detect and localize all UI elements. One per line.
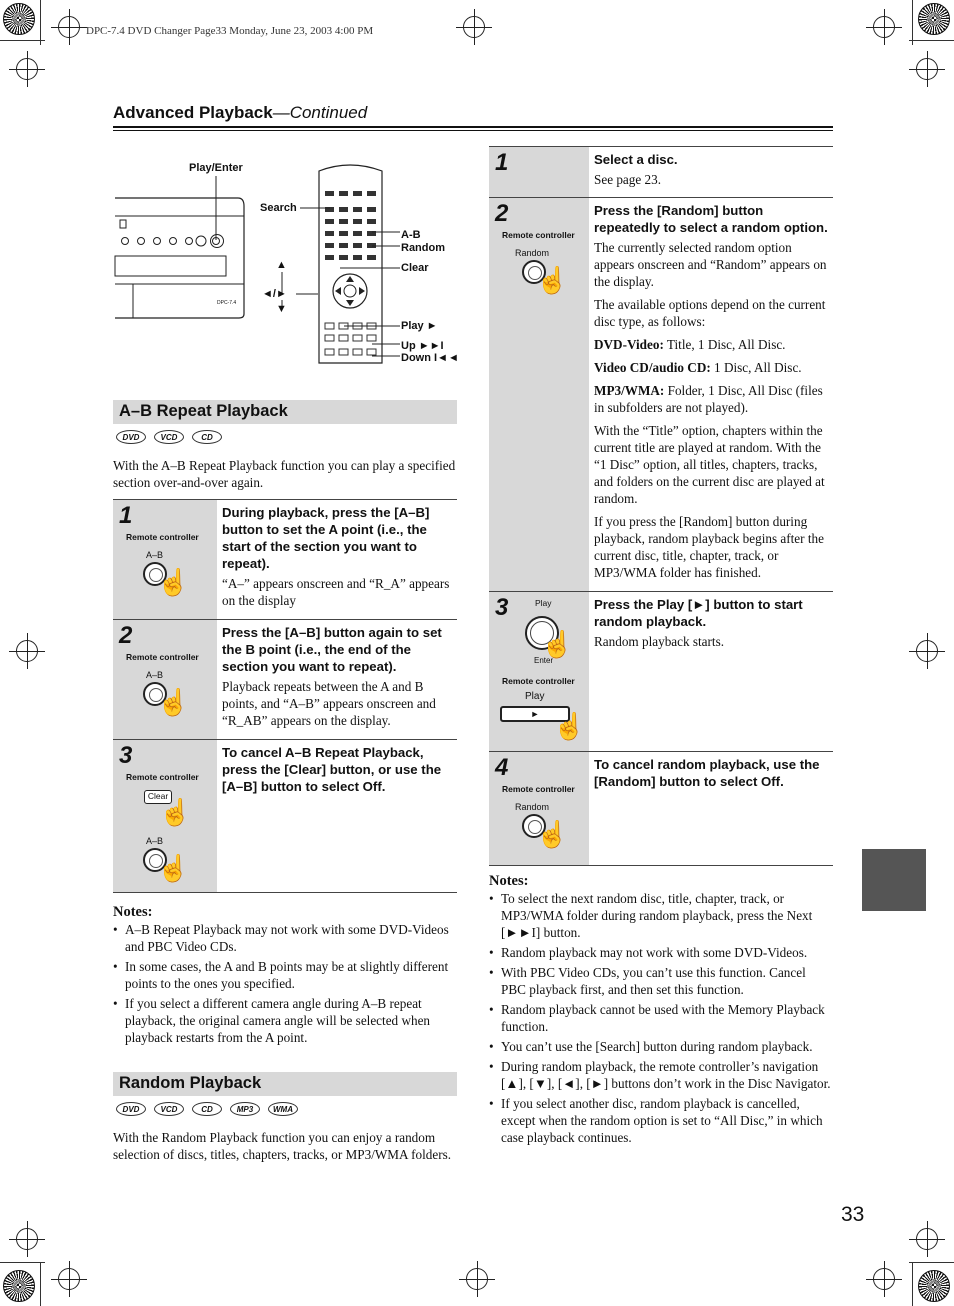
- disc-icon-mp3: MP3: [230, 1102, 260, 1116]
- step-heading: Press the Play [►] button to start random playback.: [594, 597, 803, 629]
- crop-mark: [40, 1262, 41, 1306]
- ab-button-label: A–B: [146, 550, 164, 560]
- step-number: 1: [119, 502, 133, 529]
- step-heading: To cancel random playback, use the [Random] button to select Off.: [594, 757, 820, 789]
- step-number: 2: [119, 622, 133, 649]
- remote-controller-label: Remote controller: [126, 772, 199, 782]
- step-paragraph: The available options depend on the current disc type, as follows:: [594, 297, 826, 329]
- step-paragraph: The currently selected random option appears onscreen and “Random” appears on the display.: [594, 240, 827, 289]
- callout-random: Random: [401, 242, 445, 254]
- option-text: 1 Disc, All Disc.: [710, 360, 802, 375]
- step-body: “A–” appears onscreen and “R_A” appears on the display: [222, 576, 450, 608]
- clear-button: Clear: [144, 790, 172, 804]
- note-item: • A–B Repeat Playback may not work with some DVD-Videos and PBC Video CDs.: [113, 921, 457, 955]
- step-number: 3: [119, 742, 133, 769]
- notes-heading: Notes:: [489, 873, 529, 889]
- crosshair-mark: [16, 640, 38, 662]
- ab-intro-text: With the A–B Repeat Playback function you can play a specified section over-and-over again.: [113, 458, 456, 490]
- callout-ab: A-B: [401, 229, 421, 241]
- callout-down: Down I◄◄: [401, 352, 459, 364]
- random-step-2-illustration: [489, 198, 589, 591]
- note-item: • Random playback cannot be used with the Memory Playback function.: [489, 1001, 833, 1035]
- step-number: 3: [495, 594, 509, 621]
- note-item: • With PBC Video CDs, you can’t use this function. Cancel PBC playback first, and then set this function.: [489, 964, 833, 998]
- ab-step-1: [113, 499, 457, 619]
- print-info-line: DPC-7.4 DVD Changer Page33 Monday, June 23, 2003 4:00 PM: [86, 25, 374, 37]
- ab-step-3: [113, 739, 457, 893]
- notes-heading: Notes:: [113, 904, 153, 920]
- crosshair-mark: [873, 16, 895, 38]
- random-step-1-illustration: [489, 147, 589, 197]
- option-dvd-video: [594, 336, 829, 353]
- ab-button-label: A–B: [146, 836, 164, 846]
- page-title-suffix: —Continued: [272, 103, 368, 122]
- note-item: • You can’t use the [Search] button during random playback.: [489, 1038, 833, 1055]
- pointing-hand-icon: ☝: [157, 854, 190, 883]
- crosshair-mark: [58, 1268, 80, 1290]
- ab-step-2: [113, 619, 457, 739]
- note-item: • In some cases, the A and B points may be at slightly different points to the ones you specified.: [113, 958, 457, 992]
- page-title-main: Advanced Playback: [113, 103, 273, 122]
- registration-burst-top-right: [918, 3, 950, 35]
- disc-icons-ab: [116, 430, 222, 444]
- ab-step-2-illustration: [113, 620, 217, 739]
- section-title-random: Random Playback: [113, 1072, 457, 1096]
- callout-play: Play ►: [401, 320, 438, 332]
- pointing-hand-icon: ☝: [541, 630, 574, 659]
- option-label: DVD-Video:: [594, 337, 664, 352]
- remote-controller-label: Remote controller: [126, 532, 199, 542]
- step-body: [594, 239, 829, 581]
- note-item: • During random playback, the remote controller’s navigation [▲], [▼], [◄], [►] buttons don’t work in the Disc Navigator.: [489, 1058, 833, 1092]
- ab-step-1-illustration: [113, 500, 217, 619]
- remote-controller-label: Remote controller: [126, 652, 199, 662]
- disc-icon-dvd: DVD: [116, 430, 146, 444]
- section-title-ab-repeat: A–B Repeat Playback: [113, 400, 457, 424]
- step-heading: During playback, press the [A–B] button to set the A point (i.e., the start of the section you want to repeat).: [222, 505, 430, 571]
- step-number: 2: [495, 200, 509, 227]
- option-video-cd: [594, 359, 829, 376]
- note-item: • To select the next random disc, title, chapter, track, or MP3/WMA folder during random playback, press the Next [►►I] button.: [489, 890, 833, 941]
- step-heading: To cancel A–B Repeat Playback, press the [Clear] button, or use the [A–B] button to select Off.: [222, 745, 442, 794]
- random-step-1-text: [589, 147, 833, 197]
- crop-mark: [0, 1262, 45, 1263]
- notes-list: [489, 890, 833, 1146]
- page-number: 33: [841, 1203, 865, 1226]
- registration-burst-top-left: [3, 3, 35, 35]
- notes-list: [113, 921, 457, 1046]
- step-paragraph: With the “Title” option, chapters within the current title are played at random. With the “1 Disc” option, all titles, chapters, tracks, and folders on the current disc are played at random.: [594, 423, 825, 506]
- ab-step-2-text: [217, 620, 457, 739]
- random-step-1: [489, 146, 833, 197]
- random-step-4-text: [589, 752, 833, 865]
- crosshair-mark: [916, 640, 938, 662]
- random-step-3: [489, 591, 833, 751]
- remote-controller-label: Remote controller: [502, 676, 575, 686]
- title-rule: [113, 126, 833, 128]
- crop-mark: [912, 1262, 913, 1306]
- pointing-hand-icon: ☝: [553, 712, 586, 741]
- disc-icon-cd: CD: [192, 1102, 222, 1116]
- crop-mark: [909, 40, 954, 41]
- crosshair-mark: [58, 16, 80, 38]
- random-intro-text: With the Random Playback function you can enjoy a random selection of discs, titles, chapters, tracks, or MP3/WMA folders.: [113, 1130, 452, 1162]
- pointing-hand-icon: ☝: [157, 568, 190, 597]
- step-number: 4: [495, 754, 509, 781]
- callout-left-right: ◄/►: [262, 288, 287, 300]
- remote-controller-label: Remote controller: [502, 230, 575, 240]
- crosshair-mark: [916, 58, 938, 80]
- pointing-hand-icon: ☝: [536, 266, 569, 295]
- option-label: MP3/WMA:: [594, 383, 665, 398]
- step-heading: Press the [A–B] button again to set the B point (i.e., the end of the section you want to repeat).: [222, 625, 442, 674]
- note-item: • If you select another disc, random playback is cancelled, except when the random option is set to “All Disc,” in which case playback continues.: [489, 1095, 833, 1146]
- pointing-hand-icon: ☝: [157, 688, 190, 717]
- callout-leaders: [0, 160, 460, 370]
- disc-icon-vcd: VCD: [154, 1102, 184, 1116]
- ab-step-3-illustration: [113, 740, 217, 892]
- option-mp3-wma: [594, 382, 829, 416]
- pointing-hand-icon: ☝: [159, 798, 192, 827]
- note-item: • Random playback may not work with some DVD-Videos.: [489, 944, 833, 961]
- callout-search: Search: [260, 202, 297, 214]
- step-paragraph: If you press the [Random] button during playback, random playback begins after the current disc, title, chapter, track, or MP3/WMA folder has finished.: [594, 514, 824, 580]
- option-text: Folder, 1 Disc, All Disc (files in subfolders are not played).: [594, 383, 823, 415]
- remote-controller-label: Remote controller: [502, 784, 575, 794]
- crop-mark: [40, 0, 41, 45]
- crosshair-mark: [466, 1268, 488, 1290]
- ab-step-3-text: [217, 740, 457, 892]
- random-step-2: [489, 197, 833, 591]
- random-notes: [489, 873, 833, 1149]
- crosshair-mark: [16, 58, 38, 80]
- step-heading: Select a disc.: [594, 152, 678, 167]
- random-step-2-text: [589, 198, 833, 591]
- ab-button-label: A–B: [146, 670, 164, 680]
- callout-up: Up ►►I: [401, 340, 444, 352]
- disc-icon-wma: WMA: [268, 1102, 298, 1116]
- random-step-4: [489, 751, 833, 866]
- play-glyph: ►: [530, 709, 540, 719]
- registration-burst-bottom-left: [3, 1270, 35, 1302]
- callout-down-arrow: ▼: [276, 303, 287, 315]
- disc-icon-cd: CD: [192, 430, 222, 444]
- random-button-label: Random: [515, 248, 550, 258]
- random-button-label: Random: [515, 802, 550, 812]
- player-model-label: DPC-7.4: [217, 300, 237, 306]
- front-play-label: Play: [535, 598, 552, 608]
- disc-icon-vcd: VCD: [154, 430, 184, 444]
- step-number: 1: [495, 149, 509, 176]
- option-text: Title, 1 Disc, All Disc.: [663, 337, 786, 352]
- remote-play-label: Play: [525, 691, 545, 702]
- callout-clear: Clear: [401, 262, 429, 274]
- step-body: Random playback starts.: [594, 634, 725, 649]
- chapter-tab: [862, 849, 926, 911]
- step-heading: Press the [Random] button repeatedly to select a random option.: [594, 203, 828, 235]
- crosshair-mark: [916, 1228, 938, 1250]
- note-item: • If you select a different camera angle during A–B repeat playback, the original camera angle will be selected when playback restarts from the A point.: [113, 995, 457, 1046]
- crop-mark: [909, 1262, 954, 1263]
- random-step-3-text: [589, 592, 833, 751]
- crosshair-mark: [873, 1268, 895, 1290]
- callout-play-enter: Play/Enter: [189, 162, 243, 174]
- step-body: Playback repeats between the A and B points, and “A–B” appears onscreen and “R_AB” appears on the display.: [222, 679, 436, 728]
- pointing-hand-icon: ☝: [536, 820, 569, 849]
- crop-mark: [912, 0, 913, 45]
- title-rule-thin: [113, 130, 833, 131]
- callout-up-arrow: ▲: [276, 259, 287, 271]
- disc-icon-dvd: DVD: [116, 1102, 146, 1116]
- crosshair-mark: [463, 16, 485, 38]
- step-body: See page 23.: [594, 172, 662, 187]
- random-step-3-illustration: [489, 592, 589, 751]
- ab-step-1-text: [217, 500, 457, 619]
- option-label: Video CD/audio CD:: [594, 360, 711, 375]
- registration-burst-bottom-right: [918, 1270, 950, 1302]
- random-step-4-illustration: [489, 752, 589, 865]
- disc-icons-random: [116, 1102, 298, 1116]
- crop-mark: [0, 40, 45, 41]
- crosshair-mark: [16, 1228, 38, 1250]
- front-enter-label: Enter: [534, 656, 554, 665]
- page-title: [113, 103, 367, 123]
- ab-notes: [113, 904, 457, 1049]
